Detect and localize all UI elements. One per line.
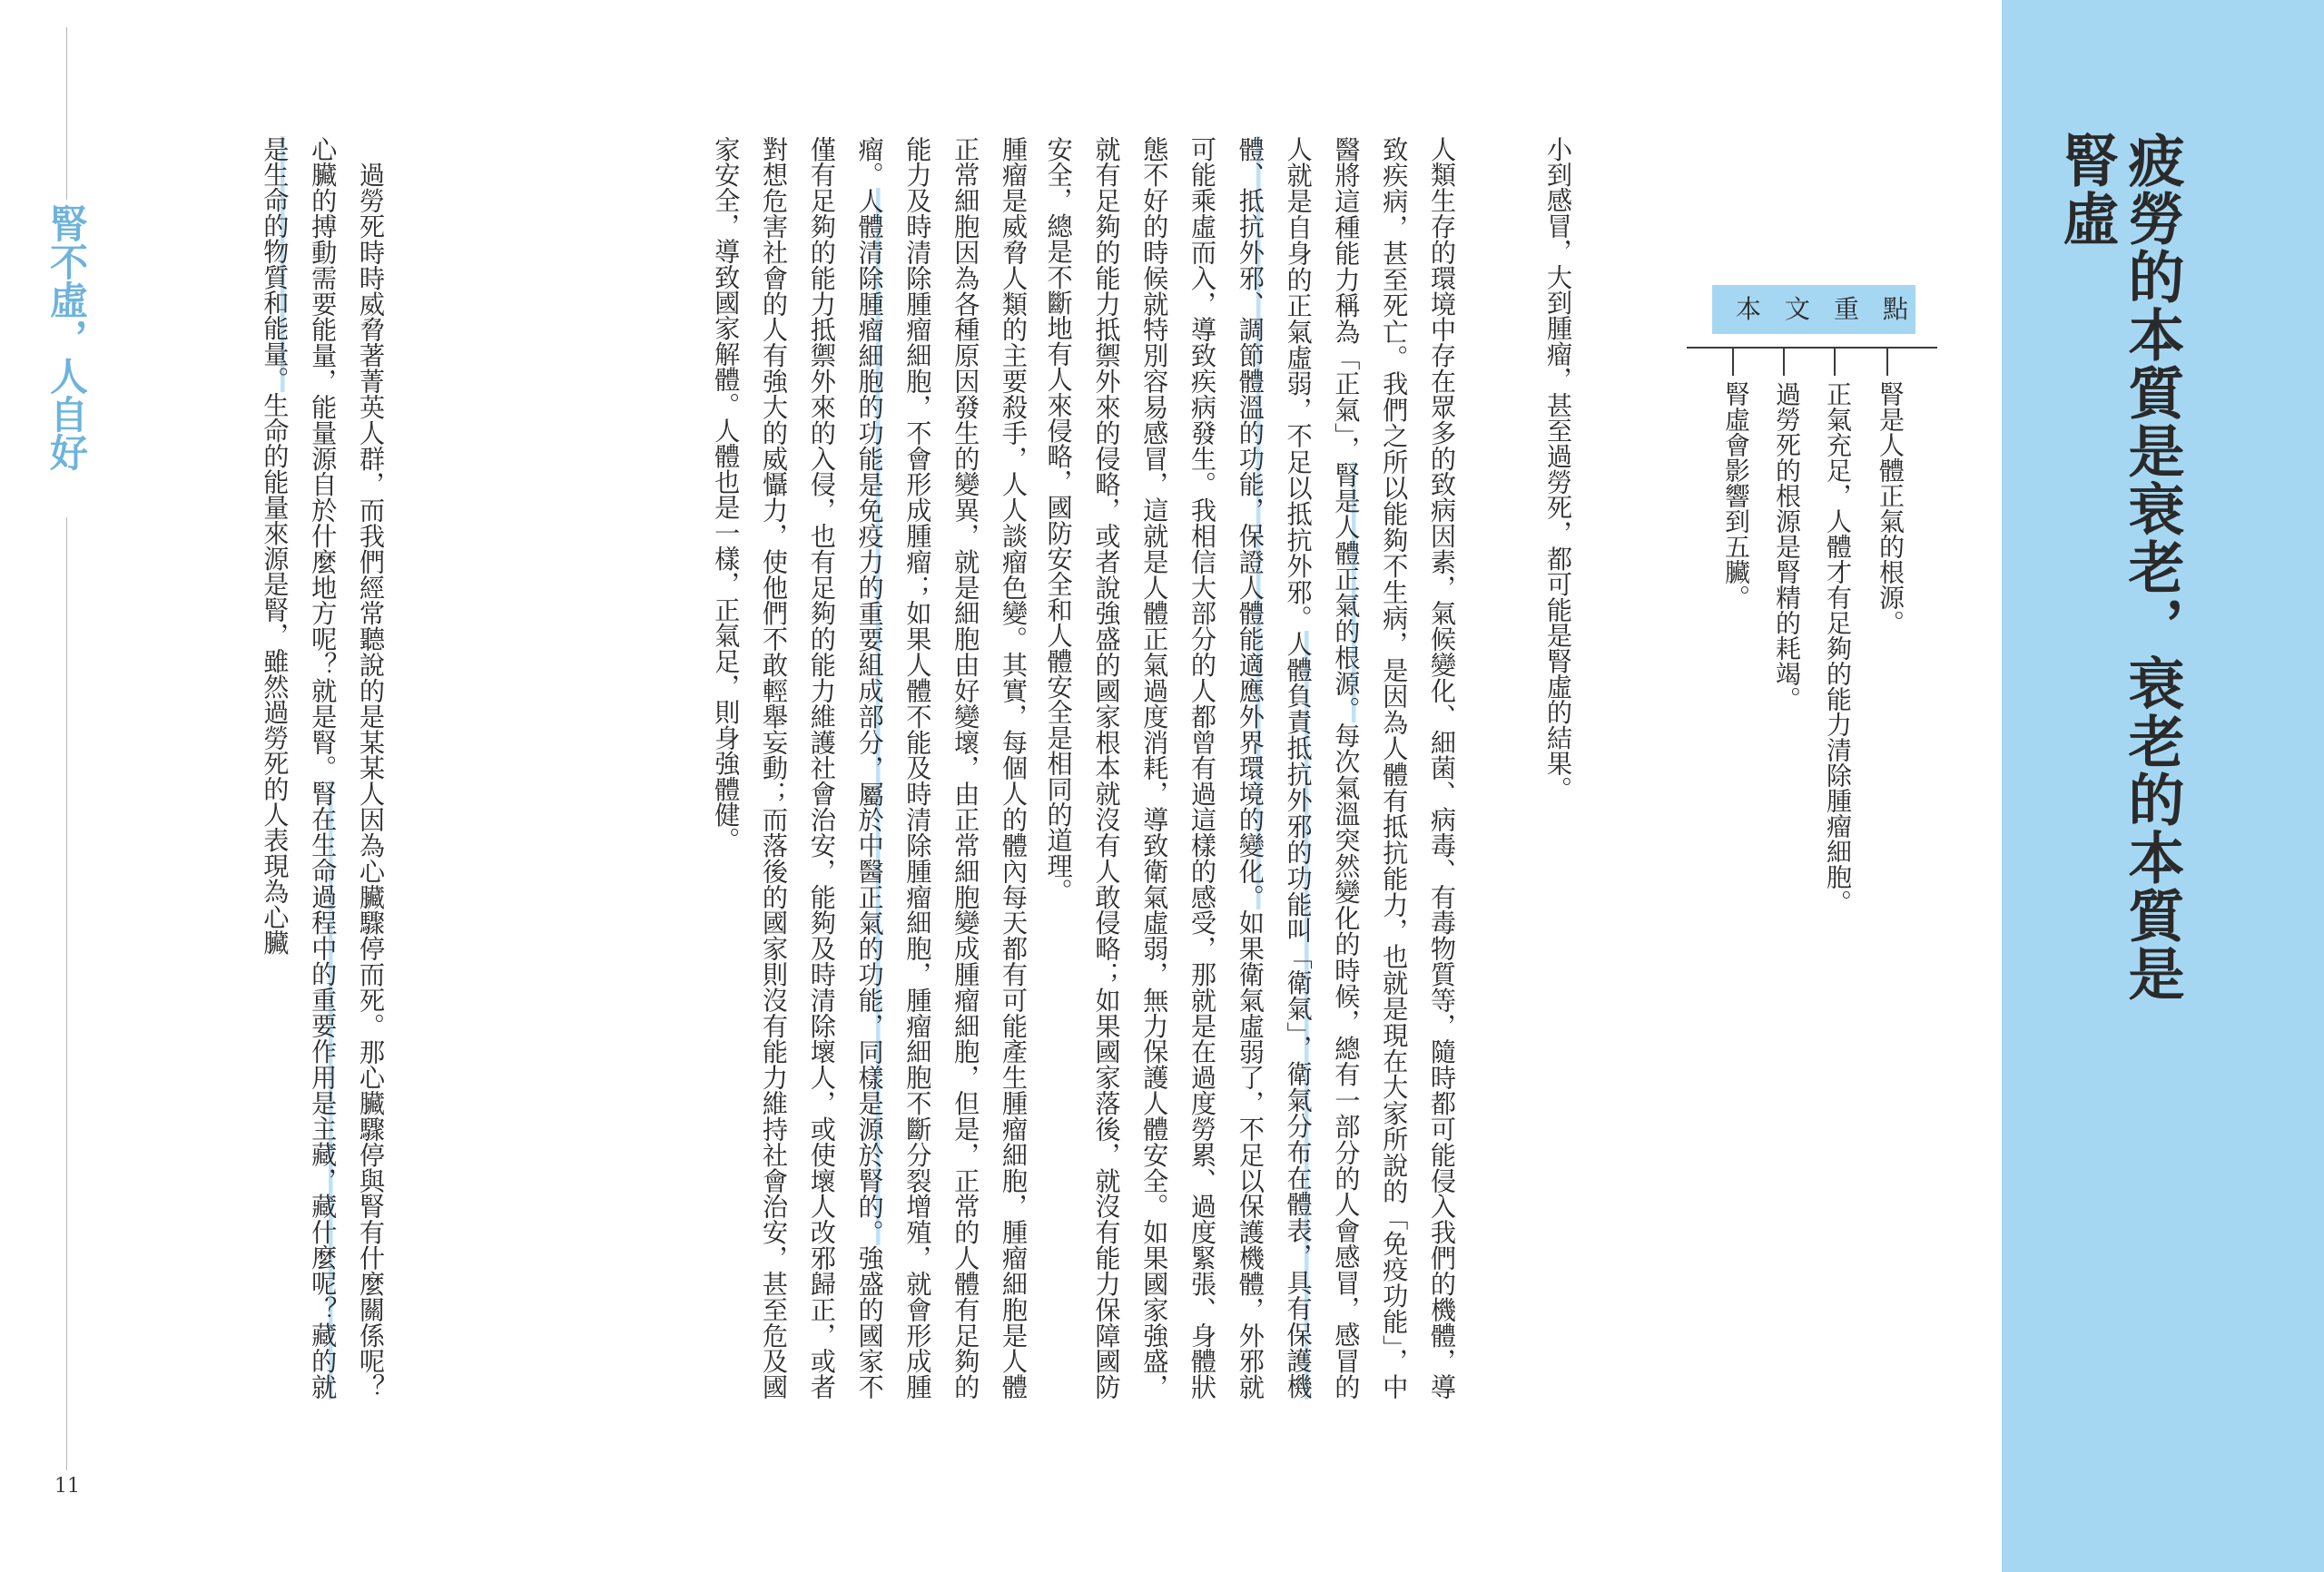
highlighted-text: 腎在生命過程中的重要作用是主藏，藏什麼呢？藏的就是生命的物質和能量。 bbox=[260, 136, 339, 1400]
key-point-item bbox=[1817, 349, 1857, 984]
key-point-tick bbox=[1783, 349, 1785, 376]
body-text: 腫瘤是威脅人類的主要殺手，人人談瘤色變。其實，每個人的體內每天都有可能產生腫瘤細胞，腫瘤細胞是人體正常細胞因為各種原因發生的變異，就是細胞由好變壞，由正常細胞變成腫瘤細胞，但是，正常的人體有足夠的能力及時清除腫瘤細胞，不會形成腫瘤；如果人體不能及時清除腫瘤細胞，腫瘤細胞不斷分裂增殖，就會形成腫瘤。 bbox=[854, 136, 1029, 1400]
highlighted-text: 人體負責抵抗外邪的功能叫「衛氣」，衛氣分布在體表，具有保護機體、抵抗外邪、調節體溫的功能，保證人體能適應外界環境的變化。 bbox=[1235, 136, 1314, 1400]
body-paragraph bbox=[202, 136, 394, 1400]
body-text: 生命的能量來源是腎，雖然過勞死的人表現為心臟 bbox=[260, 392, 290, 956]
key-points-label: 本文重點 bbox=[1712, 285, 1915, 334]
body-text: 人類生存的環境中存在眾多的致病因素，氣候變化、細菌、病毒、有毒物質等，隨時都可能侵入我們的機體，導致疾病，甚至死亡。我們之所以能夠不生病，是因為人體有抵抗能力，也就是現在大家所說的「免疫功能」，中醫將這種能力稱為「正氣」， bbox=[1331, 136, 1457, 1400]
key-point-text: 正氣充足，人體才有足夠的能力清除腫瘤細胞。 bbox=[1823, 381, 1853, 915]
highlighted-text: 腎是人體正氣的根源。 bbox=[1331, 462, 1362, 723]
running-title: 腎不虛，人自好 bbox=[44, 204, 89, 471]
key-point-text: 過勞死的根源是腎精的耗竭。 bbox=[1772, 381, 1802, 712]
key-point-tick bbox=[1732, 349, 1734, 376]
key-point-text: 腎虛會影響到五臟。 bbox=[1721, 381, 1751, 610]
key-point-item bbox=[1716, 349, 1756, 984]
key-point-tick bbox=[1834, 349, 1836, 376]
page-number: 11 bbox=[54, 1475, 80, 1498]
key-point-text: 腎是人體正氣的根源。 bbox=[1876, 381, 1905, 635]
running-title-rule bbox=[66, 27, 67, 200]
body-text: 強盛的國家不僅有足夠的能力抵禦外來的入侵，也有足夠的能力維護社會治安，能夠及時清除壞人，或使壞人改邪歸正，或者對想危害社會的人有強大的威懾力，使他們不敢輕舉妄動；而落後的國家則沒有能力維持社會治安，甚至危及國家安全，導致國家解體。人體也是一樣，正氣足，則身強體健。 bbox=[711, 136, 885, 1400]
highlighted-text: 人體清除腫瘤細胞的功能是免疫力的重要組成部分，屬於中醫正氣的功能，同樣是源於腎的。 bbox=[854, 187, 885, 1245]
key-point-item bbox=[1767, 349, 1807, 984]
body-text: 如果衛氣虛弱了，不足以保護機體，外邪就可能乘虛而入，導致疾病發生。我相信大部分的人都曾有過這樣的感受，那就是在過度勞累、過度緊張、身體狀態不好的時候就特別容易感冒，這就是人體正氣過度消耗，導致衛氣虛弱，無力保護人體安全。如果國家強盛，就有足夠的能力抵禦外來的侵略，或者說強盛的國家根本就沒有人敢侵略；如果國家落後，就沒有能力保障國防安全，總是不斷地有人來侵略，國防安全和人體安全是相同的道理。 bbox=[1043, 136, 1265, 1400]
body-text: 過勞死時時威脅著菁英人群，而我們經常聽說的是某某人因為心臟驟停而死。那心臟驟停與腎有什麼關係呢？心臟的搏動需要能量，能量源自於什麼地方呢？就是腎。 bbox=[308, 136, 386, 1400]
running-title-rule bbox=[66, 517, 67, 1470]
body-paragraph bbox=[297, 136, 1037, 1400]
chapter-title: 疲勞的本質是衰老，衰老的本質是腎虛 bbox=[2053, 132, 2185, 1003]
body-text: 每次氣溫突然變化的時候，總有一部分的人會感冒，感冒的人就是自身的正氣虛弱，不足以抵抗外邪。 bbox=[1283, 136, 1362, 1400]
key-point-item bbox=[1870, 349, 1910, 984]
body-paragraph: 小到感冒，大到腫瘤，甚至過勞死，都可能是腎虛的結果。 bbox=[1543, 136, 1573, 802]
key-points-box bbox=[1687, 281, 1937, 989]
key-point-tick bbox=[1886, 349, 1888, 376]
